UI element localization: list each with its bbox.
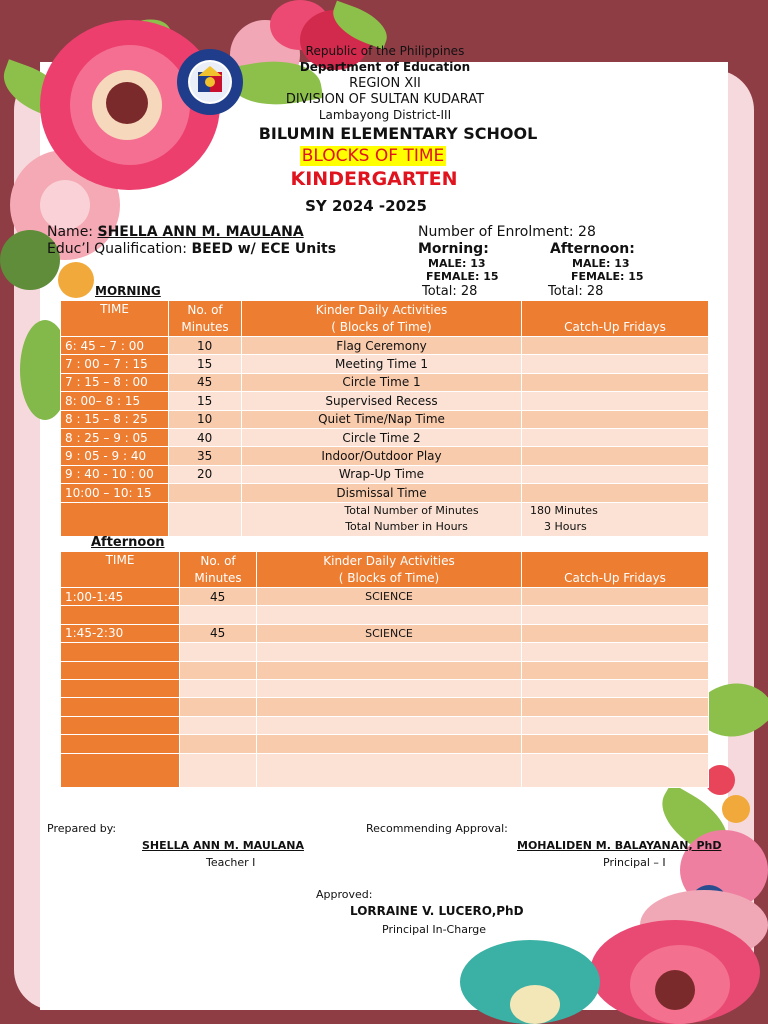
activity-cell: Wrap-Up Time [242, 465, 522, 483]
recommending-label: Recommending Approval: [366, 822, 508, 835]
prepared-by-title: Teacher I [206, 856, 256, 869]
division-text: DIVISION OF SULTAN KUDARAT [285, 92, 485, 107]
time-cell: 6: 45 – 7 : 00 [61, 337, 169, 355]
total-hours-value: 3 Hours [544, 520, 587, 534]
minutes-cell [180, 716, 257, 734]
header-catchup: Catch-Up Fridays [522, 552, 709, 588]
time-cell: 1:45-2:30 [61, 624, 180, 642]
activity-cell: Dismissal Time [242, 484, 522, 502]
catchup-cell [522, 716, 709, 734]
table-row [61, 465, 709, 483]
activity-cell: Supervised Recess [242, 392, 522, 410]
minutes-cell [169, 502, 242, 536]
header-time: TIME [61, 301, 169, 337]
morning-label: Morning: [418, 241, 489, 257]
district-text: Lambayong District-III [318, 108, 452, 122]
minutes-cell: 45 [169, 373, 242, 391]
activity-cell [257, 643, 522, 661]
minutes-cell: 10 [169, 410, 242, 428]
header-activities: Kinder Daily Activities ( Blocks of Time) [257, 552, 522, 588]
total-minutes-value: 180 Minutes [530, 504, 598, 518]
minutes-cell: 45 [180, 624, 257, 642]
time-cell [61, 753, 180, 787]
table-row [61, 753, 709, 787]
morning-female: FEMALE: 15 [426, 270, 499, 283]
time-cell: 8: 00– 8 : 15 [61, 392, 169, 410]
table-row [61, 392, 709, 410]
minutes-cell: 15 [169, 355, 242, 373]
time-cell [61, 502, 169, 536]
catchup-cell [522, 428, 709, 446]
enrolment-total: Number of Enrolment: 28 [418, 224, 596, 240]
teacher-name: SHELLA ANN M. MAULANA [97, 224, 304, 240]
morning-male: MALE: 13 [428, 257, 486, 270]
minutes-cell [180, 679, 257, 697]
catchup-cell [522, 735, 709, 753]
totals-value-cell [522, 502, 709, 536]
activity-cell [257, 735, 522, 753]
activity-cell [257, 661, 522, 679]
catchup-cell [522, 373, 709, 391]
catchup-cell [522, 355, 709, 373]
table-row [61, 606, 709, 624]
time-cell: 9 : 40 - 10 : 00 [61, 465, 169, 483]
teacher-name-line [47, 224, 304, 240]
morning-schedule-table [60, 300, 709, 537]
recommending-name: MOHALIDEN M. BALAYANAN, PhD [517, 839, 722, 852]
time-cell: 8 : 15 – 8 : 25 [61, 410, 169, 428]
morning-total: Total: 28 [422, 284, 478, 299]
totals-row [61, 502, 709, 536]
catchup-cell [522, 447, 709, 465]
table-row [61, 624, 709, 642]
catchup-cell [522, 606, 709, 624]
time-cell: 7 : 00 – 7 : 15 [61, 355, 169, 373]
activity-cell: Quiet Time/Nap Time [242, 410, 522, 428]
table-row [61, 428, 709, 446]
prepared-by-name: SHELLA ANN M. MAULANA [142, 839, 305, 852]
activity-cell [257, 753, 522, 787]
minutes-cell [180, 698, 257, 716]
minutes-cell: 20 [169, 465, 242, 483]
afternoon-label: Afternoon: [550, 241, 635, 257]
table-row [61, 679, 709, 697]
minutes-cell [180, 606, 257, 624]
catchup-cell [522, 465, 709, 483]
header-activities: Kinder Daily Activities ( Blocks of Time) [242, 301, 522, 337]
table-row [61, 643, 709, 661]
catchup-cell [522, 679, 709, 697]
header-time: TIME [61, 552, 180, 588]
activity-cell [257, 716, 522, 734]
table-row [61, 410, 709, 428]
teacher-name-label: Name: [47, 224, 98, 240]
activity-cell [257, 698, 522, 716]
table-row [61, 661, 709, 679]
time-cell: 1:00-1:45 [61, 588, 180, 606]
activity-cell: Indoor/Outdoor Play [242, 447, 522, 465]
table-row [61, 735, 709, 753]
catchup-cell [522, 624, 709, 642]
header-catchup: Catch-Up Fridays [522, 301, 709, 337]
header-minutes: No. of Minutes [180, 552, 257, 588]
department-text: Department of Education [299, 60, 471, 74]
qualification-label: Educ’l Qualification: [47, 241, 192, 257]
school-name: BILUMIN ELEMENTARY SCHOOL [258, 124, 538, 143]
recommending-title: Principal – I [603, 856, 666, 869]
activity-cell: SCIENCE [257, 588, 522, 606]
time-cell: 10:00 – 10: 15 [61, 484, 169, 502]
time-cell: 8 : 25 – 9 : 05 [61, 428, 169, 446]
catchup-cell [522, 484, 709, 502]
activity-cell: Flag Ceremony [242, 337, 522, 355]
activity-cell: Circle Time 1 [242, 373, 522, 391]
catchup-cell [522, 410, 709, 428]
activity-cell: SCIENCE [257, 624, 522, 642]
activity-cell [257, 606, 522, 624]
time-cell [61, 735, 180, 753]
activity-cell: Circle Time 2 [242, 428, 522, 446]
afternoon-total: Total: 28 [548, 284, 604, 299]
header-minutes: No. of Minutes [169, 301, 242, 337]
afternoon-schedule-table [60, 551, 709, 788]
prepared-by-label: Prepared by: [47, 822, 117, 835]
time-cell [61, 716, 180, 734]
time-cell [61, 606, 180, 624]
afternoon-header-row [61, 552, 709, 588]
activity-cell [257, 679, 522, 697]
republic-text: Republic of the Philippines [305, 44, 465, 58]
minutes-cell: 15 [169, 392, 242, 410]
afternoon-male: MALE: 13 [572, 257, 630, 270]
region-text: REGION XII [349, 76, 421, 91]
time-cell [61, 643, 180, 661]
afternoon-female: FEMALE: 15 [571, 270, 644, 283]
minutes-cell [180, 735, 257, 753]
minutes-cell: 45 [180, 588, 257, 606]
time-cell [61, 679, 180, 697]
catchup-cell [522, 588, 709, 606]
table-row [61, 588, 709, 606]
minutes-cell: 35 [169, 447, 242, 465]
blocks-of-time-title: BLOCKS OF TIME [301, 146, 445, 166]
table-row [61, 716, 709, 734]
total-minutes-label: Total Number of Minutes [344, 504, 479, 518]
afternoon-section-label: Afternoon [91, 535, 165, 550]
time-cell [61, 661, 180, 679]
table-row [61, 698, 709, 716]
minutes-cell: 40 [169, 428, 242, 446]
approved-label: Approved: [316, 888, 373, 901]
qualification-line [47, 241, 336, 257]
catchup-cell [522, 643, 709, 661]
table-row [61, 373, 709, 391]
morning-section-label: MORNING [95, 284, 161, 298]
minutes-cell: 10 [169, 337, 242, 355]
time-cell: 7 : 15 – 8 : 00 [61, 373, 169, 391]
time-cell [61, 698, 180, 716]
morning-header-row [61, 301, 709, 337]
activity-cell: Meeting Time 1 [242, 355, 522, 373]
minutes-cell [180, 753, 257, 787]
table-row [61, 447, 709, 465]
table-row [61, 355, 709, 373]
time-cell: 9 : 05 - 9 : 40 [61, 447, 169, 465]
total-hours-label: Total Number in Hours [345, 520, 468, 534]
minutes-cell [180, 661, 257, 679]
school-year: SY 2024 -2025 [305, 197, 427, 215]
table-row [61, 337, 709, 355]
catchup-cell [522, 337, 709, 355]
qualification-value: BEED w/ ECE Units [191, 241, 337, 257]
approved-title: Principal In-Charge [382, 923, 487, 936]
kindergarten-title: KINDERGARTEN [290, 168, 458, 190]
catchup-cell [522, 392, 709, 410]
catchup-cell [522, 753, 709, 787]
table-row [61, 484, 709, 502]
catchup-cell [522, 661, 709, 679]
catchup-cell [522, 698, 709, 716]
minutes-cell [169, 484, 242, 502]
minutes-cell [180, 643, 257, 661]
totals-label-cell [242, 502, 522, 536]
approved-name: LORRAINE V. LUCERO,PhD [350, 904, 524, 918]
